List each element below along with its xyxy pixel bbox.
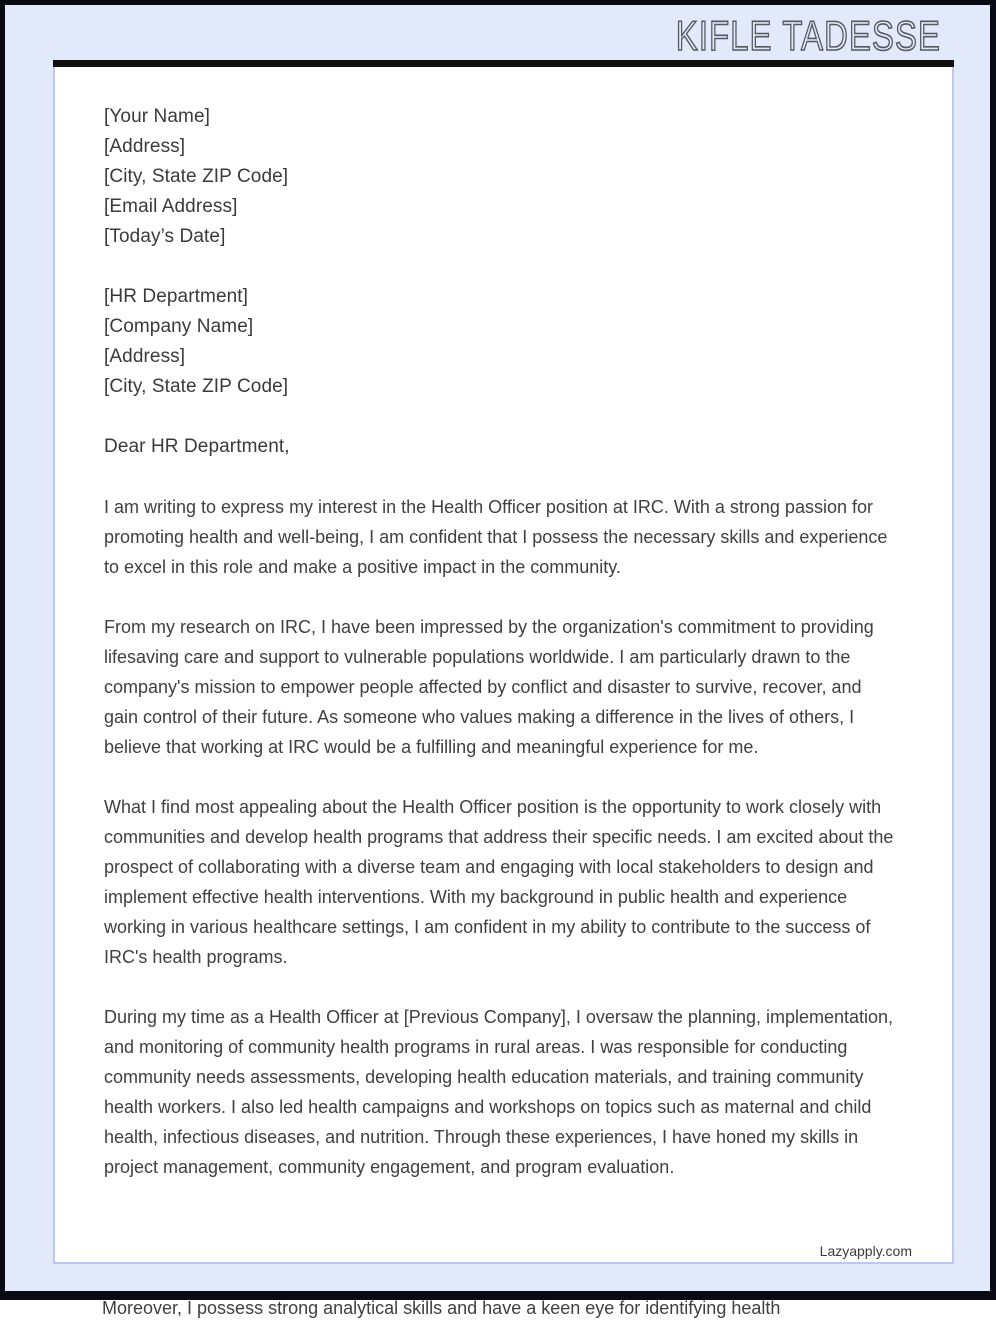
letter-paragraph: From my research on IRC, I have been impressed by the organization's commitment to providing lifesaving care and support to vulnerable populations worldwide. I am particularly drawn to the company's mission to empower people affected by conflict and disaster to survive, recover, and gain control of their future. As someone who values making a difference in the lives of others, I believe that working at IRC would be a fulfilling and meaningful experience for me. xyxy=(104,617,874,757)
sender-name-line: [Your Name] xyxy=(104,106,211,127)
page-background xyxy=(5,5,990,1318)
sender-address-line: [Address] xyxy=(104,136,186,157)
recipient-city-line: [City, State ZIP Code] xyxy=(104,376,289,397)
sender-email-line: [Email Address] xyxy=(104,196,238,217)
letter-paragraph: What I find most appealing about the Health Officer position is the opportunity to work closely with communities and develop health programs that address their specific needs. I am excited about the prospect of collaborating with a diverse team and engaging with local stakeholders to design and implement effective health interventions. With my background in public health and experience working in various healthcare settings, I am confident in my ability to contribute to the success of IRC's health programs. xyxy=(104,797,894,967)
recipient-address-line: [Address] xyxy=(104,346,186,367)
sender-date-line: [Today’s Date] xyxy=(104,226,226,247)
letter-paragraph: I am writing to express my interest in the Health Officer position at IRC. With a strong passion for promoting health and well-being, I am confident that I possess the necessary skills and experience to excel in this role and make a positive impact in the community. xyxy=(104,497,888,577)
letter-paragraph: During my time as a Health Officer at [Previous Company], I oversaw the planning, implementation, and monitoring of community health programs in rural areas. I was responsible for conducting community needs assessments, developing health education materials, and training community health workers. I also led health campaigns and workshops on topics such as maternal and child health, infectious diseases, and nutrition. Through these experiences, I have honed my skills in project management, community engagement, and program evaluation. xyxy=(104,1007,894,1177)
sender-city-line: [City, State ZIP Code] xyxy=(104,166,289,187)
lazyapply-watermark-link[interactable]: Lazyapply.com xyxy=(819,1243,912,1259)
recipient-address-block xyxy=(104,282,894,402)
header-name: KIFLE TADESSE xyxy=(675,12,941,59)
recipient-dept-line: [HR Department] xyxy=(104,286,249,307)
sender-address-block xyxy=(104,102,894,252)
overflow-letter-paragraph: Moreover, I possess strong analytical skills and have a keen eye for identifying health xyxy=(102,1298,781,1318)
recipient-company-line: [Company Name] xyxy=(104,316,254,337)
salutation: Dear HR Department, xyxy=(104,436,290,457)
header-divider-bar xyxy=(53,60,954,67)
letter-page xyxy=(53,67,954,1264)
